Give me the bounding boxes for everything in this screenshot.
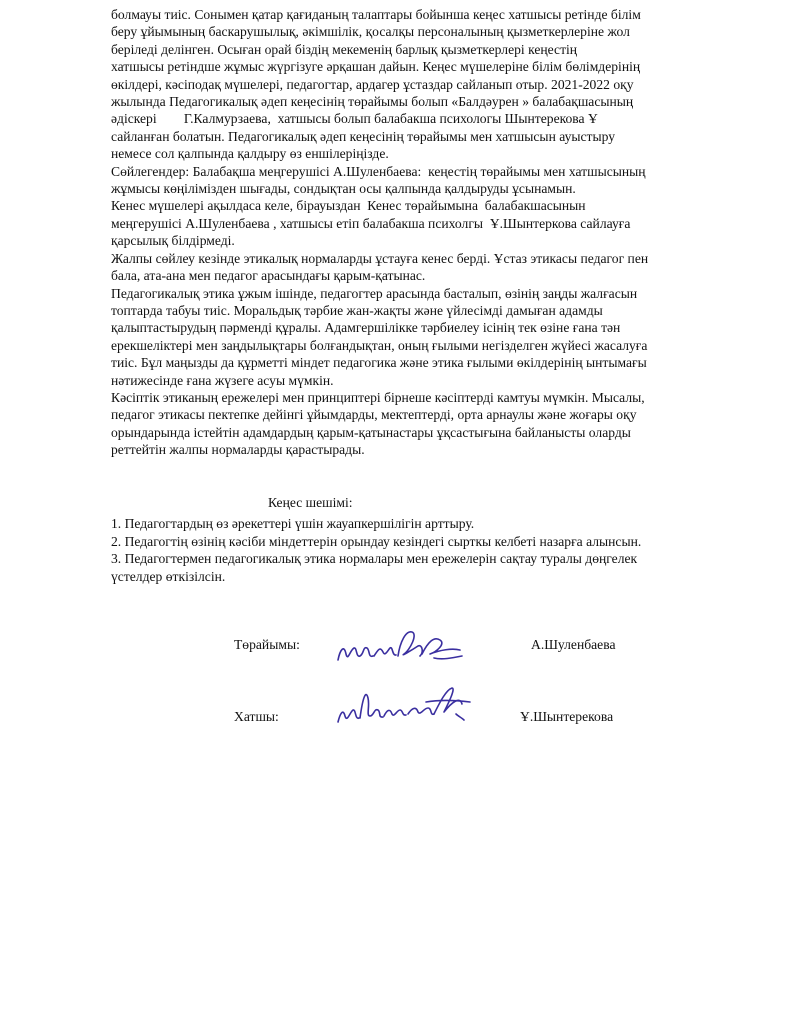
decision-item: 2. Педагогтің өзінің кәсіби міндеттерін орындау кезіндегі сырткы келбеті назарға алынсын. [111, 533, 642, 549]
text-line: реттейтін жалпы нормаларды қарастырады. [111, 442, 365, 458]
text-line: Сөйлегендер: Балабақша меңгерушісі А.Шуленбаева: кеңестің төрайымы мен хатшысының [111, 163, 646, 179]
paragraph-pedagogical-ethics [111, 285, 751, 389]
handwritten-signature-chair [330, 620, 470, 668]
text-line: бала, ата-ана мен педагог арасындағы қарым-қатынас. [111, 268, 426, 284]
text-line: өкілдері, кәсіподақ мүшелері, педагогтар, ардагер ұстаздар сайланып отыр. 2021-2022 оқу [111, 76, 634, 92]
text-line: болмауы тиіс. Сонымен қатар қағиданың талаптары бойынша кеңес хатшысы ретінде білім [111, 7, 641, 22]
council-decision [111, 494, 751, 585]
text-line: Кенес мүшелері ақылдаса келе, бірауыздан Кенес төрайымына балабакшасынын [111, 198, 586, 214]
text-line: Жалпы сөйлеу кезінде этикалық нормаларды ұстауға кенес берді. Ұстаз этикасы педагог пен [111, 250, 649, 266]
text-line: топтарда табуы тиіс. Моральдық тәрбие жан-жақты және үйлесімді дамыған адамды [111, 302, 603, 318]
text-line: қарсылық білдірмеді. [111, 233, 235, 249]
signature-row-secretary [0, 680, 791, 740]
text-line: хатшысы ретіндше жұмыс жүргізуге әрқашан дайын. Кеңес мүшелеріне білім бөлімдерінің [111, 59, 641, 75]
decision-item: 1. Педагогтардың өз әрекеттері үшін жауапкершілігін арттыру. [111, 516, 475, 532]
paragraph-vote [111, 197, 751, 249]
text-line: беру ұйымының баскарушылық, әкімшілік, қосалқы персоналының қызметкерлеріне жол [111, 24, 630, 40]
text-line: Кәсіптік этиканың ережелері мен принциптері бірнеше кәсіптерді камтуы мүмкін. Мысалы, [111, 389, 645, 405]
decision-item: үстелдер өткізілсін. [111, 568, 226, 584]
signature-label-chair: Төрайымы: [234, 637, 300, 652]
text-line: тиіс. Бұл маңызды да құрметті міндет педагогика және этика ғылыми өкілдерінің ынтымағы [111, 355, 647, 371]
text-line: орындарында істейтін адамдардың қарым-қатынастары ұқсастығына байланысты оларды [111, 424, 631, 440]
minutes-body [111, 6, 751, 459]
text-line: немесе сол қалпында қалдыру өз еншілеріңізде. [111, 146, 389, 162]
text-line: қалыптастырудың пәрменді құралы. Адамгершілікке тәрбиелеу ісінің тек өзіне ғана тән [111, 320, 621, 336]
text-line: педагог этикасы пектепке дейінгі ұйымдарды, мектептерді, орта арнаулы және жоғары оқу [111, 407, 637, 423]
text-line: беріледі делінген. Осыған орай біздің мекеменің барлық қызметкерлері кеңестің [111, 41, 578, 57]
text-line: сайланған болатын. Педагогикалық әдеп кеңесінің төрайымы мен хатшысын ауыстыру [111, 128, 616, 144]
text-line: әдіскері Г.Калмурзаева, хатшысы болып балабакша психологы Шынтерекова Ұ [111, 111, 598, 127]
decision-title: Кеңес шешімі: [268, 495, 353, 510]
text-line: Педагогикалық этика ұжым ішінде, педагогтер арасында басталып, өзінің заңды жалғасын [111, 285, 638, 301]
paragraph-council-election [111, 6, 751, 163]
signature-name-secretary: Ұ.Шынтерекова [520, 709, 614, 724]
paragraph-speakers [111, 163, 751, 198]
text-line: ерекшеліктері мен заңдылықтары болғандықтан, оның ғылыми негізделген жүйесі жасалуға [111, 337, 648, 353]
paragraph-professional-ethics [111, 389, 751, 459]
signature-row-chair [0, 618, 791, 678]
text-line: нәтижесінде ғана жүзеге асуы мүмкін. [111, 372, 334, 388]
decision-item: 3. Педагогтермен педагогикалық этика нормалары мен ережелерін сақтау туралы дөңгелек [111, 551, 638, 567]
handwritten-signature-secretary [330, 682, 480, 728]
text-line: жылында Педагогикалық әдеп кеңесінің төрайымы болып «Балдәурен » балабақшасының [111, 94, 634, 110]
signature-name-chair: А.Шуленбаева [531, 637, 616, 652]
text-line: меңгерушісі А.Шуленбаева , хатшысы етіп балабакша психолгы Ұ.Шынтеркова сайлауға [111, 215, 631, 231]
text-line: жұмысы көңілімізден шығады, сондықтан осы қалпында қалдыруды ұсынамын. [111, 181, 576, 197]
paragraph-ethics-advice [111, 250, 751, 285]
signature-label-secretary: Хатшы: [234, 709, 279, 724]
